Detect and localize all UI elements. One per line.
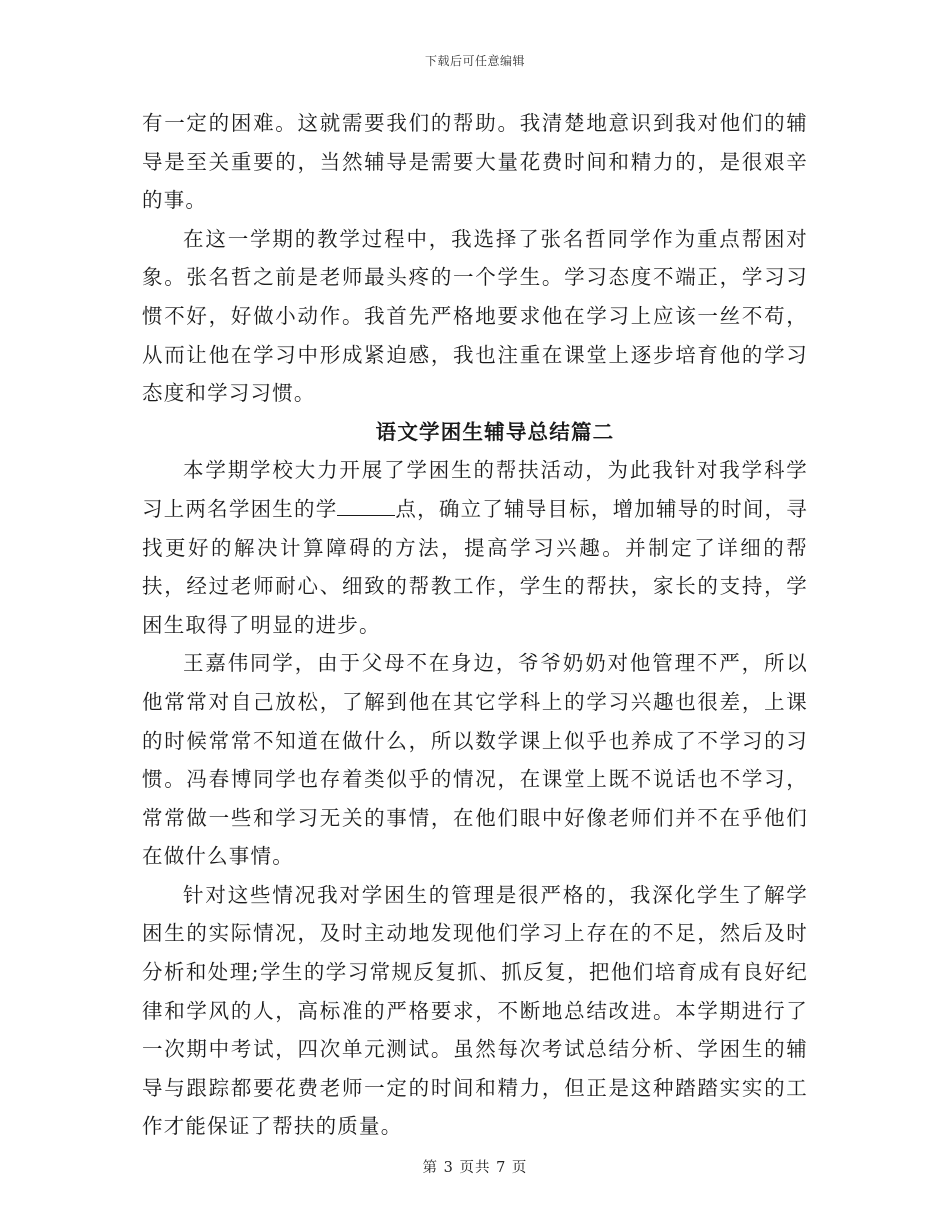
paragraph-4: 王嘉伟同学，由于父母不在身边，爷爷奶奶对他管理不严，所以他常常对自己放松，了解到他在其它学科上的学习兴趣也很差，上课的时候常常不知道在做什么，所以数学课上似乎也养成了不学习的习惯。冯春博同学也存着类似乎的情况，在课堂上既不说话也不学习，常常做一些和学习无关的事情，在他们眼中好像老师们并不在乎他们在做什么事情。 <box>142 651 808 869</box>
section-title: 语文学困生辅导总结篇二 <box>375 419 615 444</box>
paragraph-5: 针对这些情况我对学困生的管理是很严格的，我深化学生了解学困生的实际情况，及时主动地发现他们学习上存在的不足，然后及时分析和处理;学生的学习常规反复抓、抓反复，把他们培育成有良好纪律和学风的人，高标准的严格要求，不断地总结改进。本学期进行了一次期中考试，四次单元测试。虽然每次考试总结分析、学困生的辅导与跟踪都要花费老师一定的时间和精力，但正是这种踏踏实实的工作才能保证了帮扶的质量。 <box>142 882 808 1139</box>
page-number: 第 3 页共 7 页 <box>422 1160 528 1176</box>
paragraph-3-part-1: 本学期学校大力开展了学困生的帮扶活动，为此我针对我学科学习上两名学困生的学 <box>142 458 808 521</box>
fill-in-blank <box>337 497 395 516</box>
paragraph-2: 在这一学期的教学过程中，我选择了张名哲同学作为重点帮困对象。张名哲之前是老师最头疼的一个学生。学习态度不端正，学习习惯不好，好做小动作。我首先严格地要求他在学习上应该一丝不苟，从而让他在学习中形成紧迫感，我也注重在课堂上逐步培育他的学习态度和学习习惯。 <box>142 226 808 406</box>
page-header: 下载后可任意编辑 <box>424 54 525 68</box>
document-body <box>142 104 808 1146</box>
paragraph-3 <box>142 451 808 644</box>
paragraph-3-part-2: 点，确立了辅导目标，增加辅导的时间，寻找更好的解决计算障碍的方法，提高学习兴趣。并制定了详细的帮扶，经过老师耐心、细致的帮教工作，学生的帮扶，家长的支持，学困生取得了明显的进步。 <box>142 496 808 637</box>
paragraph-1: 有一定的困难。这就需要我们的帮助。我清楚地意识到我对他们的辅导是至关重要的，当然辅导是需要大量花费时间和精力的，是很艰辛的事。 <box>142 111 808 213</box>
